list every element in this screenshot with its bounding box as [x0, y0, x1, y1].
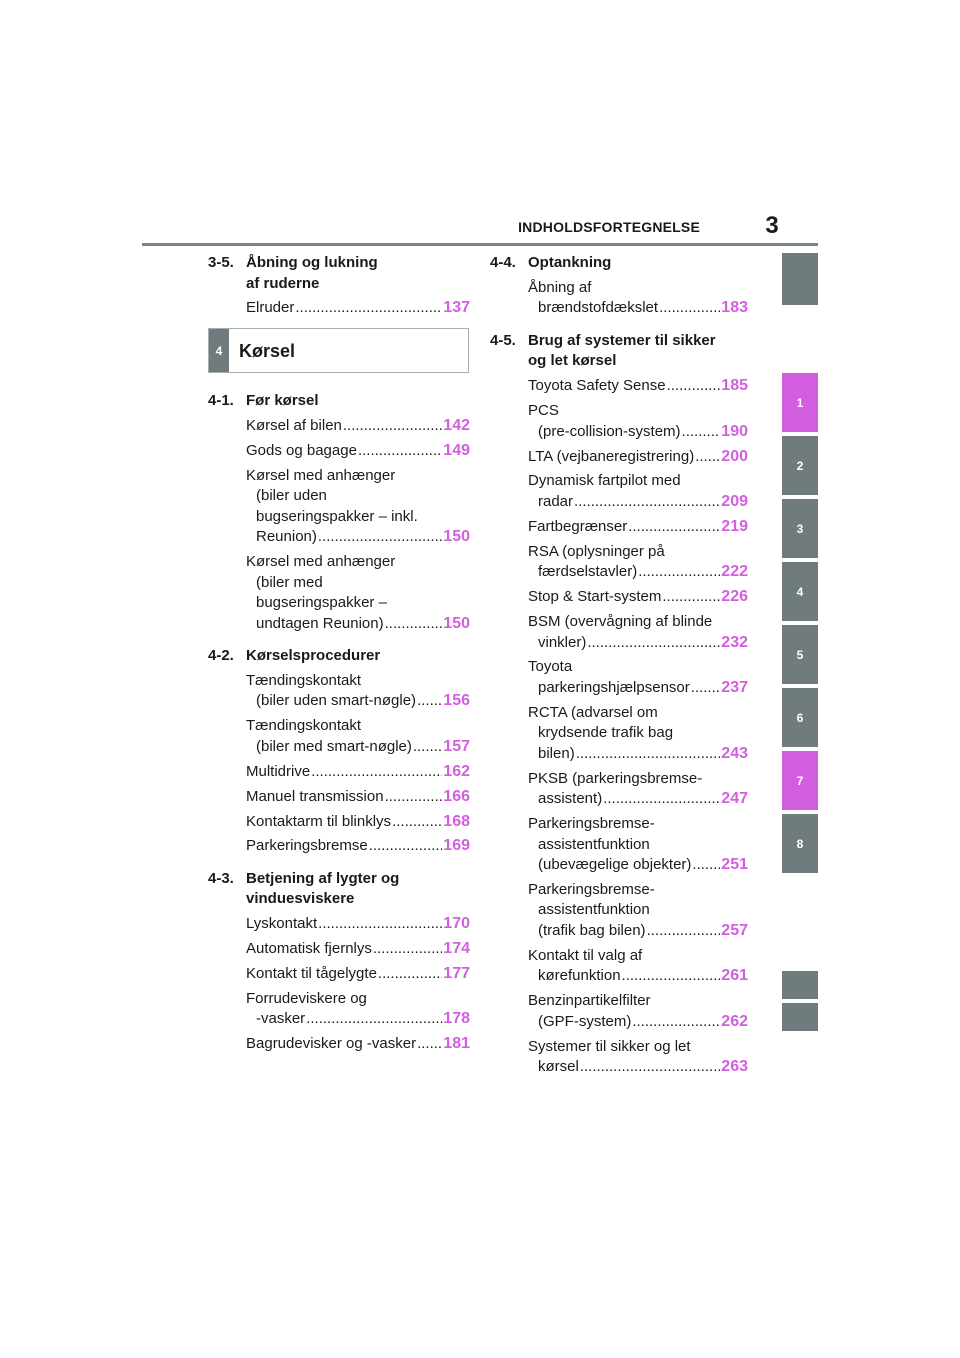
page-ref[interactable]: 174 — [443, 940, 470, 958]
page-ref[interactable]: 222 — [721, 563, 748, 581]
page-ref[interactable]: 243 — [721, 744, 748, 762]
page-ref[interactable]: 142 — [443, 416, 470, 434]
section-number: 4-2. — [208, 647, 234, 665]
chapter-heading-box — [208, 328, 469, 373]
toc-entry[interactable]: PCS (pre-collision-system) ..... 190 — [490, 401, 748, 442]
page-ref[interactable]: 209 — [721, 492, 748, 510]
toc-entry[interactable]: Parkeringsbremse- assistentfunktion (ubevægelige objekter) ..... 251 — [490, 814, 748, 876]
side-tab-index-2[interactable] — [782, 1003, 818, 1031]
section-number: 4-4. — [490, 254, 516, 271]
side-tab-5[interactable]: 5 — [782, 625, 818, 684]
page-number: 3 — [765, 212, 779, 239]
section-number: 3-5. — [208, 254, 234, 271]
section-title: Før kørsel — [246, 392, 319, 409]
page-ref[interactable]: 156 — [443, 692, 470, 710]
toc-entry[interactable]: Benzinpartikelfilter (GPF-system) ..... 262 — [490, 991, 748, 1032]
toc-entry[interactable]: Kontaktarm til blinklys ..... 168 — [208, 812, 470, 833]
toc-entry[interactable]: Lyskontakt ..... 170 — [208, 914, 470, 935]
toc-entry[interactable]: Toyota parkeringshjælpsensor ..... 237 — [490, 657, 748, 698]
page-ref[interactable]: 169 — [443, 837, 470, 855]
page-ref[interactable]: 177 — [443, 965, 470, 983]
page-ref[interactable]: 237 — [721, 678, 748, 696]
section-heading — [490, 253, 748, 274]
toc-entry[interactable]: Tændingskontakt (biler med smart-nøgle) ..... 157 — [208, 716, 470, 757]
toc-right — [490, 253, 748, 1078]
toc-entry[interactable]: Kørsel med anhænger (biler uden bugseringspakker – inkl. Reunion) ..... 150 — [208, 466, 470, 548]
toc-entry[interactable]: Automatisk fjernlys ..... 174 — [208, 939, 470, 960]
toc-entry[interactable]: Gods og bagage ..... 149 — [208, 441, 470, 462]
page-ref[interactable]: 150 — [443, 614, 470, 632]
page-ref[interactable]: 168 — [443, 812, 470, 830]
side-tab-3[interactable]: 3 — [782, 499, 818, 558]
page-ref[interactable]: 157 — [443, 737, 470, 755]
toc-entry[interactable]: RSA (oplysninger på færdselstavler) ..... 222 — [490, 542, 748, 583]
page-ref[interactable]: 178 — [443, 1010, 470, 1028]
page-ref[interactable]: 247 — [721, 790, 748, 808]
section-title: Brug af systemer til sikker og let kørsel — [528, 331, 716, 370]
section-title: Kørselsprocedurer — [246, 647, 381, 665]
page-ref[interactable]: 181 — [443, 1035, 470, 1053]
side-tab-1[interactable]: 1 — [782, 373, 818, 432]
page-ref[interactable]: 190 — [721, 422, 748, 440]
section-heading — [490, 331, 748, 372]
section-number: 4-1. — [208, 392, 234, 409]
toc-entry[interactable]: Bagrudevisker og -vasker ..... 181 — [208, 1034, 470, 1055]
page-ref[interactable]: 166 — [443, 787, 470, 805]
side-tab-2[interactable]: 2 — [782, 436, 818, 495]
section-heading — [208, 391, 470, 412]
toc-entry[interactable]: Kørsel af bilen ..... 142 — [208, 416, 470, 437]
side-tab-contents[interactable] — [782, 253, 818, 305]
section-heading — [208, 869, 470, 910]
side-tab-8[interactable]: 8 — [782, 814, 818, 873]
toc-entry[interactable]: RCTA (advarsel om krydsende trafik bag bilen) ..... 243 — [490, 703, 748, 765]
toc-entry[interactable]: Dynamisk fartpilot med radar ..... 209 — [490, 471, 748, 512]
header-divider — [142, 243, 818, 246]
page-ref[interactable]: 251 — [721, 856, 748, 874]
chapter-number-badge: 4 — [209, 329, 229, 372]
page-ref[interactable]: 232 — [721, 633, 748, 651]
toc-entry[interactable]: Parkeringsbremse ..... 169 — [208, 836, 470, 857]
page-ref[interactable]: 200 — [721, 447, 748, 465]
toc-entry[interactable]: Åbning af brændstofdækslet ..... 183 — [490, 278, 748, 319]
chapter-title: Kørsel — [239, 341, 296, 361]
toc-entry[interactable]: Parkeringsbremse- assistentfunktion (trafik bag bilen) ..... 257 — [490, 880, 748, 942]
section-title: Betjening af lygter og vinduesviskere — [246, 869, 400, 908]
section-number: 4-5. — [490, 331, 516, 349]
toc-entry[interactable]: Manuel transmission ..... 166 — [208, 787, 470, 808]
section-title: Optankning — [528, 254, 612, 271]
toc-entry[interactable]: Systemer til sikker og let kørsel ..... 263 — [490, 1037, 748, 1078]
toc-entry[interactable]: Kontakt til tågelygte ..... 177 — [208, 964, 470, 985]
page-ref[interactable]: 137 — [443, 299, 470, 317]
toc-entry[interactable]: LTA (vejbaneregistrering) ..... 200 — [490, 447, 748, 468]
toc-entry[interactable]: BSM (overvågning af blinde vinkler) ..... 232 — [490, 612, 748, 653]
page-ref[interactable]: 226 — [721, 588, 748, 606]
page-ref[interactable]: 219 — [721, 517, 748, 535]
page-ref[interactable]: 162 — [443, 762, 470, 780]
page-header-title: INDHOLDSFORTEGNELSE — [518, 219, 700, 235]
section-heading — [208, 646, 470, 667]
side-tab-6[interactable]: 6 — [782, 688, 818, 747]
section-title: Åbning og lukning af ruderne — [246, 254, 378, 292]
toc-entry[interactable]: PKSB (parkeringsbremse- assistent) ..... 247 — [490, 769, 748, 810]
section-number: 4-3. — [208, 869, 234, 887]
section-heading — [208, 253, 470, 294]
toc-entry[interactable]: Toyota Safety Sense ..... 185 — [490, 376, 748, 397]
page-ref[interactable]: 263 — [721, 1058, 748, 1076]
page-ref[interactable]: 257 — [721, 921, 748, 939]
toc-entry[interactable]: Forrudeviskere og -vasker ..... 178 — [208, 989, 470, 1030]
page-ref[interactable]: 261 — [721, 967, 748, 985]
toc-left-top — [208, 253, 470, 319]
toc-entry[interactable]: Stop & Start-system ..... 226 — [490, 587, 748, 608]
page-ref[interactable]: 150 — [443, 528, 470, 546]
side-tab-4[interactable]: 4 — [782, 562, 818, 621]
toc-entry[interactable]: Kørsel med anhænger (biler med bugseringspakker – undtagen Reunion) ..... 150 — [208, 552, 470, 634]
toc-left-main — [208, 391, 470, 1055]
page-ref[interactable]: 262 — [721, 1012, 748, 1030]
side-tab-7[interactable]: 7 — [782, 751, 818, 810]
side-tab-index-1[interactable] — [782, 971, 818, 999]
toc-entry[interactable]: Fartbegrænser ..... 219 — [490, 517, 748, 538]
page-ref[interactable]: 149 — [443, 441, 470, 459]
toc-entry[interactable]: Multidrive ..... 162 — [208, 762, 470, 783]
page-ref[interactable]: 170 — [443, 915, 470, 933]
page-ref[interactable]: 183 — [721, 299, 748, 317]
toc-entry[interactable]: Tændingskontakt (biler uden smart-nøgle) ..... 156 — [208, 671, 470, 712]
toc-entry[interactable]: Elruder ..... 137 — [208, 298, 470, 319]
toc-entry[interactable]: Kontakt til valg af kørefunktion ..... 261 — [490, 946, 748, 987]
page-ref[interactable]: 185 — [721, 377, 748, 395]
